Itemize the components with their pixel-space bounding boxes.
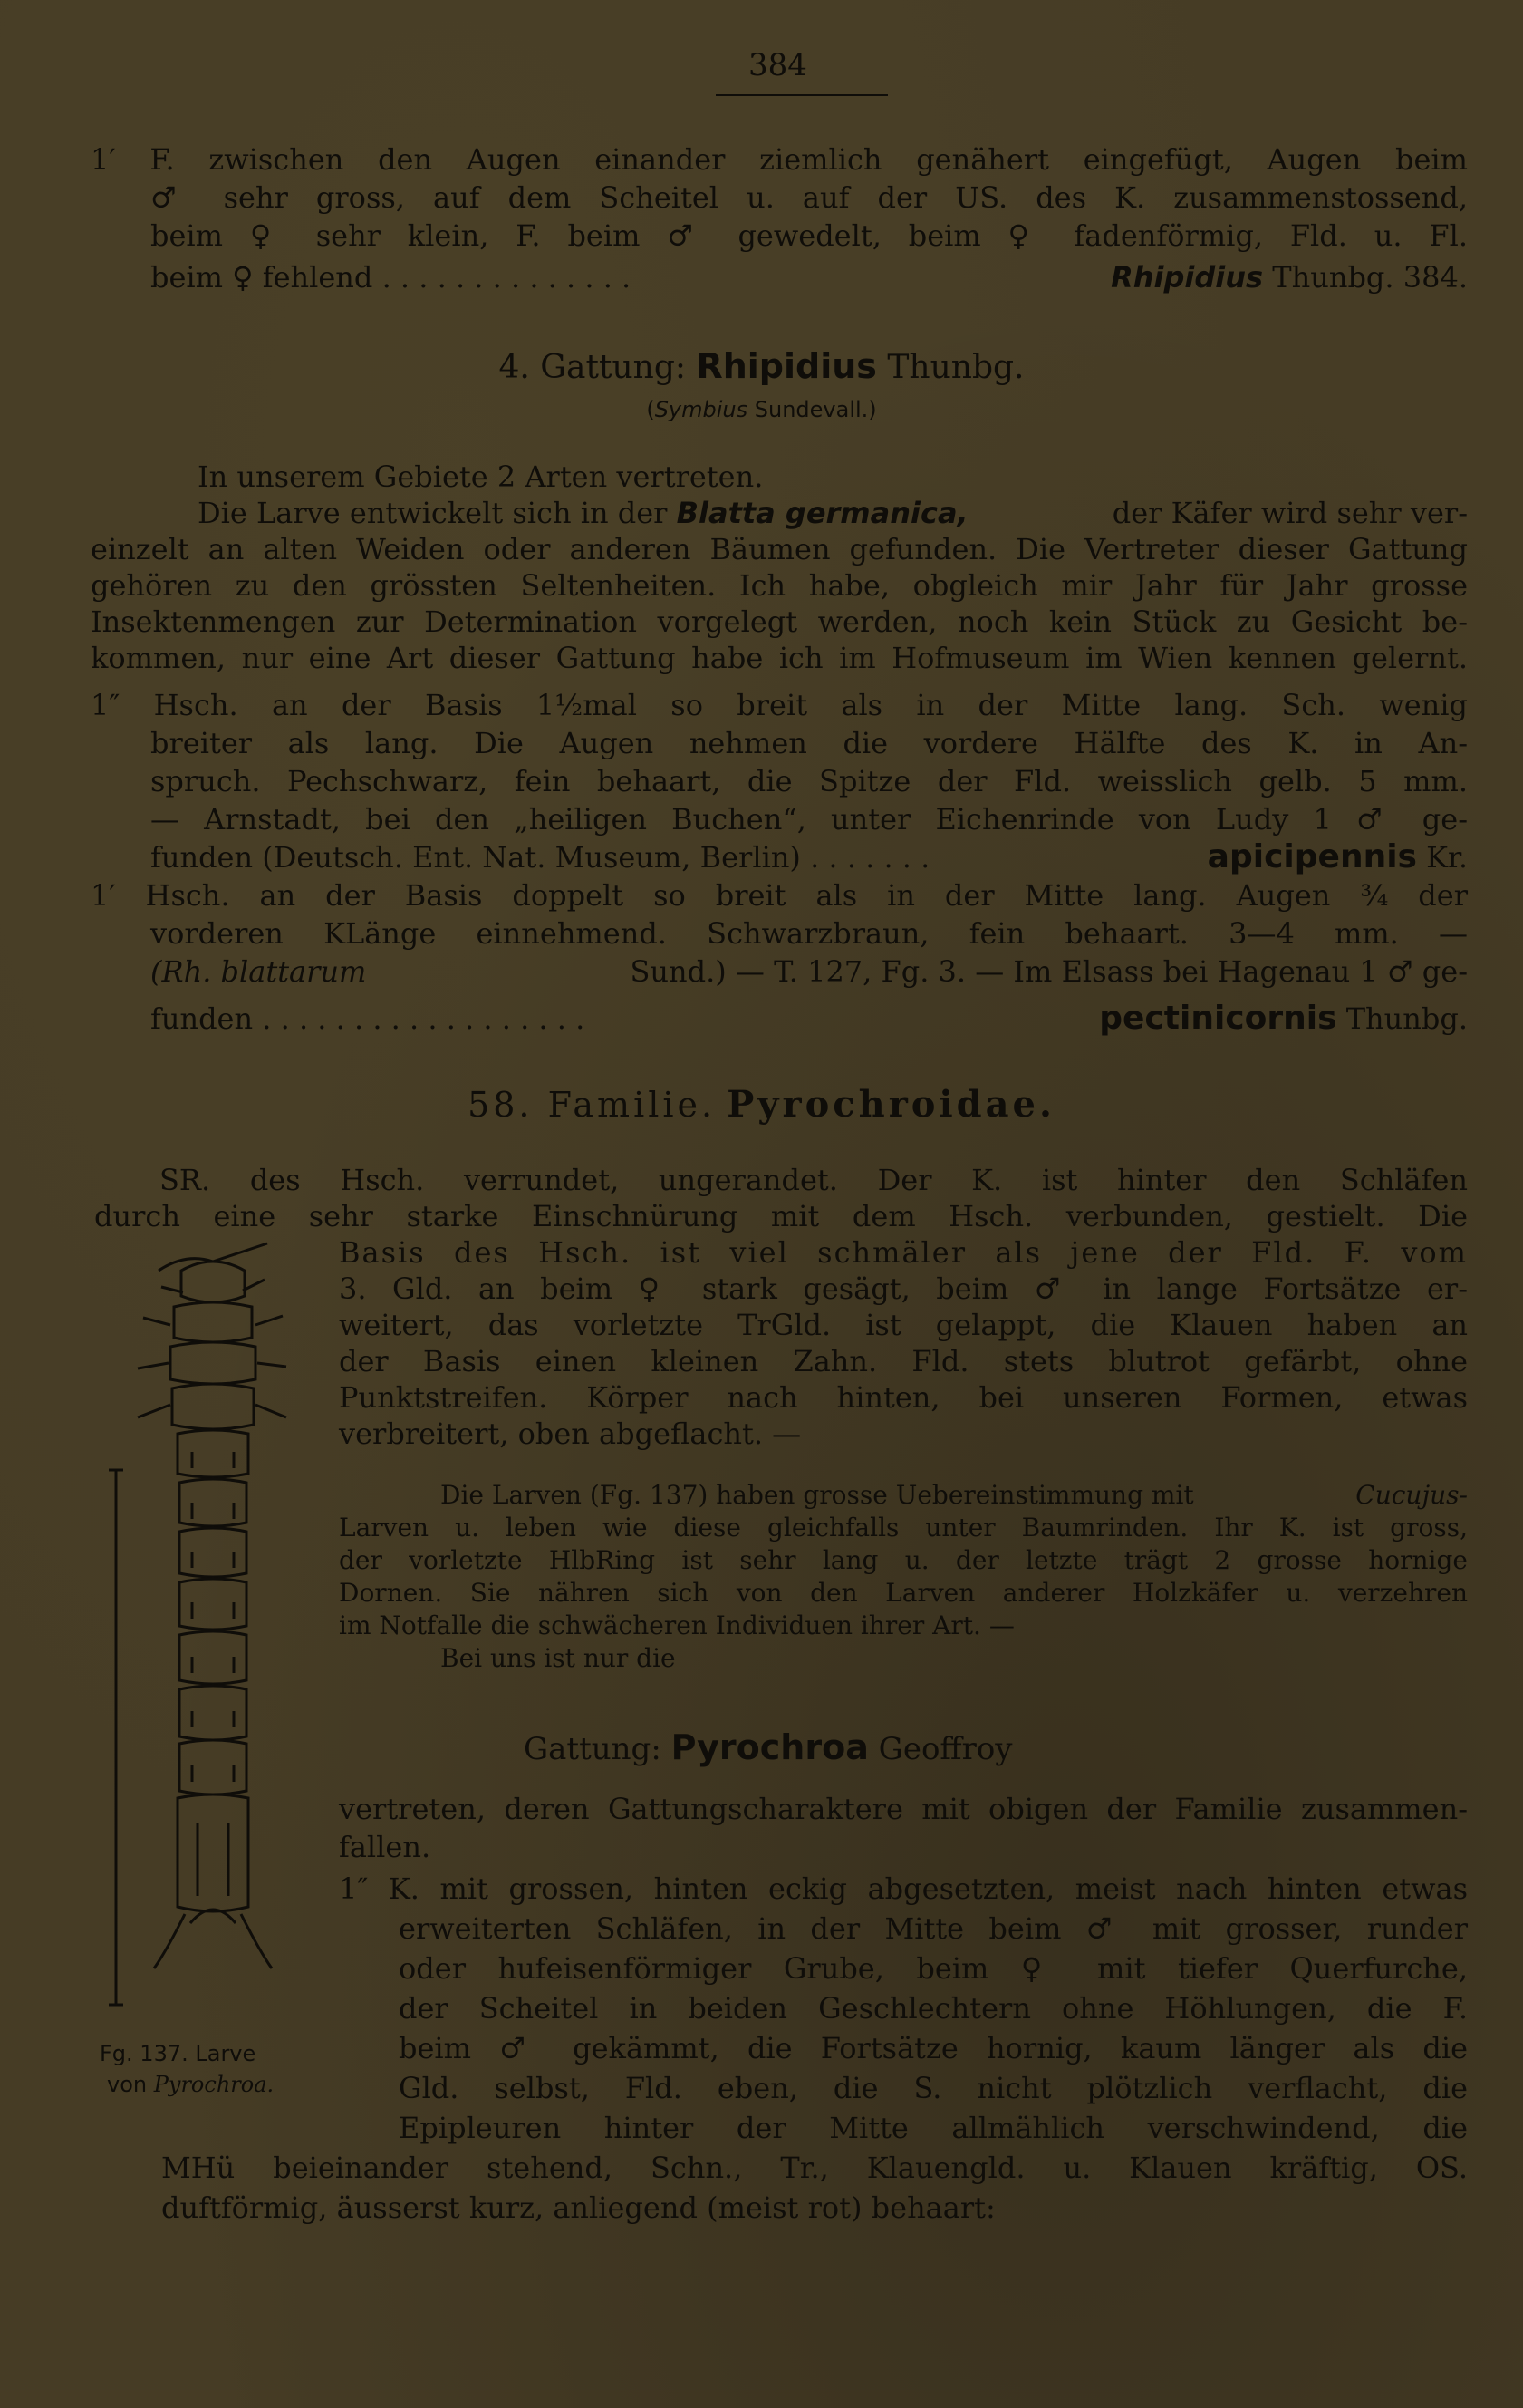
paragraph-line: SR. des Hsch. verrundet, ungerandet. Der K. ist hinter den Schläfen xyxy=(159,1163,1468,1197)
genus-synonym: (Symbius Sundevall.) xyxy=(646,397,877,422)
paragraph-line: vertreten, deren Gattungscharaktere mit obigen der Familie zusammen- xyxy=(339,1792,1468,1826)
key-line: ♂ sehr gross, auf dem Scheitel u. auf der US. des K. zusammenstossend, xyxy=(150,180,1468,215)
genus-heading-author: Thunbg. xyxy=(887,349,1025,386)
key-line: vorderen KLänge einnehmend. Schwarzbraun, fein behaart. 3—4 mm. — xyxy=(150,916,1468,951)
key-line xyxy=(150,1001,1468,1037)
text: der Käfer wird sehr ver- xyxy=(1112,496,1468,530)
paragraph-line xyxy=(198,495,1468,531)
key-line: Epipleuren hinter der Mitte allmählich verschwindend, die xyxy=(399,2111,1468,2145)
caption-taxon: Pyrochroa. xyxy=(153,2072,275,2097)
taxon-name: Blatta germanica, xyxy=(676,496,969,530)
paragraph-line: gehören zu den grössten Seltenheiten. Ich habe, obgleich mir Jahr für Jahr grosse xyxy=(91,568,1468,603)
synonym-name: (Rh. blattarum xyxy=(150,954,367,989)
paragraph-line: fallen. xyxy=(339,1830,431,1864)
key-line: oder hufeisenförmiger Grube, beim ♀ mit tiefer Querfurche, xyxy=(399,1951,1468,1986)
key-text: beim ♀ fehlend . . . . . . . . . . . . . . xyxy=(150,260,631,295)
genus-heading-prefix: 4. Gattung: xyxy=(498,349,686,386)
synonym-author: Sundevall. xyxy=(754,397,869,422)
key-line: — Arnstadt, bei den „heiligen Buchen“, unter Eichenrinde von Ludy 1 ♂ ge- xyxy=(150,802,1468,837)
paragraph-line: Basis des Hsch. ist viel schmäler als jene der Fld. F. vom xyxy=(339,1235,1468,1270)
paragraph-line: Dornen. Sie nähren sich von den Larven anderer Holzkäfer u. verzehren xyxy=(339,1578,1468,1608)
key-line: 1′ Hsch. an der Basis doppelt so breit als in der Mitte lang. Augen ¾ der xyxy=(91,878,1468,913)
family-heading xyxy=(0,1084,1523,1126)
paragraph-line: weitert, das vorletzte TrGld. ist gelappt, die Klauen haben an xyxy=(339,1308,1468,1342)
species-name: apicipennis xyxy=(1207,838,1417,875)
key-line: 1″ Hsch. an der Basis 1½mal so breit als in der Mitte lang. Sch. wenig xyxy=(91,688,1468,722)
genus-heading-name: Pyrochroa xyxy=(670,1727,869,1767)
key-text: funden (Deutsch. Ent. Nat. Museum, Berlin) . . . . . . . xyxy=(150,840,930,875)
key-line: beim ♀ sehr klein, F. beim ♂ gewedelt, beim ♀ fadenförmig, Fld. u. Fl. xyxy=(150,218,1468,253)
species-author: Kr. xyxy=(1426,840,1468,875)
paragraph-line: kommen, nur eine Art dieser Gattung habe ich im Hofmuseum im Wien kennen gelernt. xyxy=(91,641,1468,675)
paragraph-line: Punktstreifen. Körper nach hinten, bei unseren Formen, etwas xyxy=(339,1380,1468,1415)
species-name: pectinicornis xyxy=(1099,1000,1337,1037)
key-line: spruch. Pechschwarz, fein behaart, die Spitze der Fld. weisslich gelb. 5 mm. xyxy=(150,764,1468,798)
key-line: der Scheitel in beiden Geschlechtern ohne Höhlungen, die F. xyxy=(399,1991,1468,2026)
page-number: 384 xyxy=(748,47,807,83)
genus-heading-pyrochroa xyxy=(524,1726,1013,1771)
caption-text: von xyxy=(107,2072,148,2097)
paragraph-line: In unserem Gebiete 2 Arten vertreten. xyxy=(198,459,764,494)
key-line: Gld. selbst, Fld. eben, die S. nicht plötzlich verflacht, die xyxy=(399,2071,1468,2105)
key-line: erweiterten Schläfen, in der Mitte beim ♂ mit grosser, runder xyxy=(399,1911,1468,1946)
figure-caption-line xyxy=(107,2072,274,2097)
key-line xyxy=(150,953,1468,990)
larva-figure xyxy=(91,1234,335,2032)
text: Die Larve entwickelt sich in der xyxy=(198,496,668,530)
header-rule xyxy=(716,94,888,96)
paragraph-line: 3. Gld. an beim ♀ stark gesägt, beim ♂ in lange Fortsätze er- xyxy=(339,1272,1468,1306)
page-ref: Thunbg. 384. xyxy=(1272,260,1468,295)
genus-heading-name: Rhipidius xyxy=(696,346,877,386)
key-line: beim ♂ gekämmt, die Fortsätze hornig, kaum länger als die xyxy=(399,2031,1468,2065)
paragraph-line xyxy=(440,1477,1468,1513)
key-line xyxy=(150,259,1468,295)
genus-heading xyxy=(0,348,1523,386)
synonym-name: Symbius xyxy=(654,397,748,422)
genus-name: Rhipidius xyxy=(1111,260,1264,295)
key-text: Sund.) — T. 127, Fg. 3. — Im Elsass bei Hagenau 1 ♂ ge- xyxy=(630,954,1468,989)
paragraph-line: Bei uns ist nur die xyxy=(440,1643,676,1673)
family-heading-prefix: 58. Familie. xyxy=(468,1085,717,1125)
paragraph-line: durch eine sehr starke Einschnürung mit dem Hsch. verbunden, gestielt. Die xyxy=(94,1199,1468,1233)
paragraph-line: einzelt an alten Weiden oder anderen Bäumen gefunden. Die Vertreter dieser Gattung xyxy=(91,532,1468,566)
key-text: funden . . . . . . . . . . . . . . . . . . xyxy=(150,1001,585,1036)
genus-heading-author: Geoffroy xyxy=(878,1731,1013,1767)
key-line: breiter als lang. Die Augen nehmen die vordere Hälfte des K. in An- xyxy=(150,726,1468,760)
genus-heading-prefix: Gattung: xyxy=(524,1731,661,1767)
paragraph-line: der vorletzte HlbRing ist sehr lang u. der letzte trägt 2 grosse hornige xyxy=(339,1545,1468,1575)
key-line xyxy=(150,839,1468,875)
family-heading-name: Pyrochroidae. xyxy=(727,1083,1055,1126)
species-author: Thunbg. xyxy=(1345,1001,1468,1036)
paragraph-line: Larven u. leben wie diese gleichfalls unter Baumrinden. Ihr K. ist gross, xyxy=(339,1513,1468,1542)
paragraph-line: der Basis einen kleinen Zahn. Fld. stets blutrot gefärbt, ohne xyxy=(339,1344,1468,1378)
key-line: 1′ F. zwischen den Augen einander ziemlich genähert eingefügt, Augen beim xyxy=(91,142,1468,177)
figure-caption-line: Fg. 137. Larve xyxy=(100,2041,256,2066)
key-line: duftförmig, äusserst kurz, anliegend (meist rot) behaart: xyxy=(161,2190,996,2225)
text: Die Larven (Fg. 137) haben grosse Uebereinstimmung mit xyxy=(440,1480,1194,1510)
paragraph-line: im Notfalle die schwächeren Individuen ihrer Art. — xyxy=(339,1610,1015,1640)
paragraph-line: Insektenmengen zur Determination vorgelegt werden, noch kein Stück zu Gesicht be- xyxy=(91,604,1468,639)
key-line: MHü beieinander stehend, Schn., Tr., Klauengld. u. Klauen kräftig, OS. xyxy=(161,2151,1468,2185)
key-line: 1″ K. mit grossen, hinten eckig abgesetzten, meist nach hinten etwas xyxy=(339,1871,1468,1906)
paragraph-line: verbreitert, oben abgeflacht. — xyxy=(339,1417,802,1451)
taxon-name: Cucujus- xyxy=(1355,1480,1468,1510)
